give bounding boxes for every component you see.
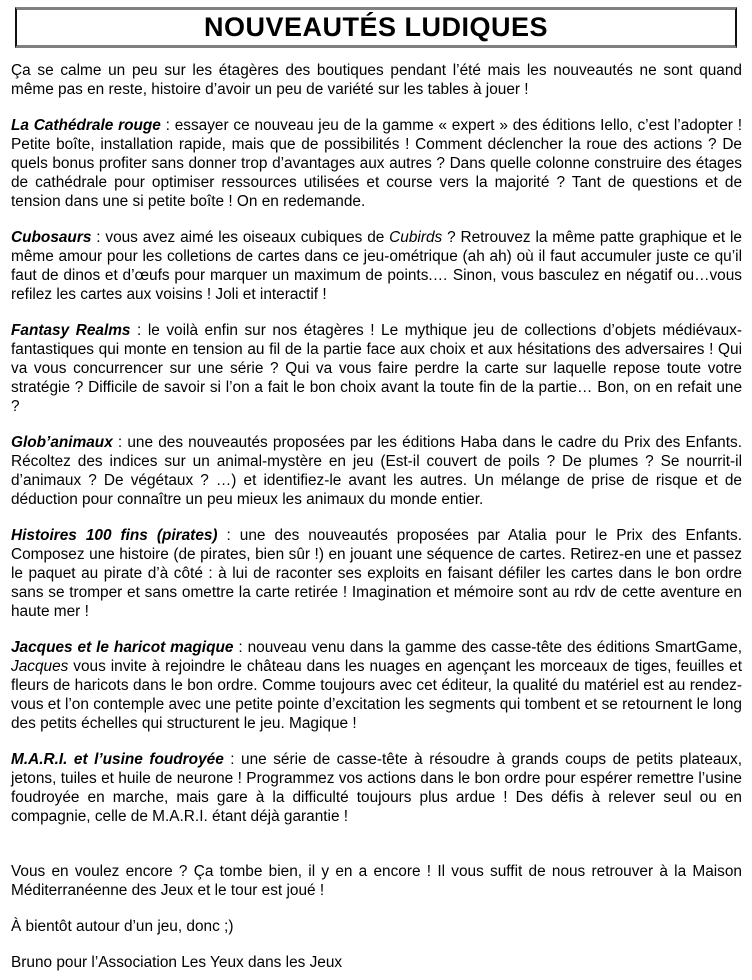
game-text: : vous avez aimé les oiseaux cubiques de xyxy=(91,229,390,246)
game-title: Histoires 100 fins (pirates) xyxy=(11,527,218,544)
game-inline-italic: Cubirds xyxy=(389,229,443,246)
game-title: Jacques et le haricot magique xyxy=(11,639,234,656)
game-paragraph-glob-animaux xyxy=(11,433,742,509)
closing-paragraph xyxy=(11,862,742,900)
game-text: : une des nouveautés proposées par les éditions Haba dans le cadre du Prix des Enfants. Récoltez des indices sur un animal-mystère en jeu (Est-il couvert de poils ? De plumes ? Se nourrit-il d’animaux ? De végétaux ? …) et identifiez-le avant les autres. Un mélange de prise de risque et de déduction pour connaître un peu mieux les animaux du monde entier. xyxy=(11,434,742,508)
game-inline-italic: Jacques xyxy=(11,658,69,675)
game-text: : une des nouveautés proposées par Atalia pour le Prix des Enfants. Composez une histoire (de pirates, bien sûr !) en jouant une séquence de cartes. Retirez-en une et passez le paquet au pirate d’à côté : à lui de raconter ses exploits en faisant défiler les cartes dans le bon ordre sans se tromper et sans omettre la carte retirée ! Imagination et mémoire sont au rdv de cette aventure en haute mer ! xyxy=(11,527,742,620)
signoff-text: À bientôt autour d’un jeu, donc ;) xyxy=(11,918,234,935)
game-text: ? Retrouvez la même patte graphique et le même amour pour les colletions de cartes dans ce jeu-ométrique (ah ah) où il faut accumuler juste ce qu’il faut de dinos et d’œufs pour marquer un maximum de points.… Sinon, vous basculez en négatif ou…vous refilez les cartes aux voisins ! Joli et interactif ! xyxy=(11,229,742,303)
intro-paragraph xyxy=(11,61,742,99)
signature-paragraph xyxy=(11,953,742,972)
game-paragraph-cubosaurs xyxy=(11,228,742,304)
game-title: Glob’animaux xyxy=(11,434,113,451)
game-title: Fantasy Realms xyxy=(11,322,131,339)
game-paragraph-jacques-haricot xyxy=(11,638,742,733)
game-paragraph-mari-usine xyxy=(11,750,742,826)
game-title: Cubosaurs xyxy=(11,229,92,246)
game-paragraph-cathedrale-rouge xyxy=(11,116,742,211)
signoff-paragraph xyxy=(11,917,742,936)
closing-text: Vous en voulez encore ? Ça tombe bien, il y en a encore ! Il vous suffit de nous retrouver à la Maison Méditerranéenne des Jeux et le tour est joué ! xyxy=(11,863,742,899)
game-paragraph-histoires-100-fins xyxy=(11,526,742,621)
game-title: La Cathédrale rouge xyxy=(11,117,161,134)
intro-text: Ça se calme un peu sur les étagères des boutiques pendant l’été mais les nouveautés ne sont quand même pas en reste, histoire d’avoir un peu de variété sur les tables à jouer ! xyxy=(11,62,742,98)
game-text: : nouveau venu dans la gamme des casse-tête des éditions SmartGame, xyxy=(233,639,742,656)
signature-text: Bruno pour l’Association Les Yeux dans les Jeux xyxy=(11,954,343,971)
game-text: : essayer ce nouveau jeu de la gamme « expert » des éditions Iello, c’est l’adopter ! Petite boîte, installation rapide, mais que de possibilités ! Comment déclencher la roue des actions ? De quels bonus profiter sans donner trop d’avantages aux autres ? Dans quelle colonne construire des étages de cathédrale pour optimiser ressources utilisées et course vers la majorité ? Tant de questions et de tension dans une si petite boîte ! On en redemande. xyxy=(11,117,742,210)
title-banner xyxy=(15,7,737,48)
game-text: vous invite à rejoindre le château dans les nuages en agençant les morceaux de tiges, feuilles et fleurs de haricots dans le bon ordre. Comme toujours avec cet éditeur, la qualité du matériel est au rendez-vous et l’on contemple avec une petite pointe d’excitation les segments qui tombent et se retournent le long des petits échelles qui structurent le jeu. Magique ! xyxy=(11,658,742,732)
game-text: : une série de casse-tête à résoudre à grands coups de petits plateaux, jetons, tuiles et huile de neurone ! Programmez vos actions dans le bon ordre pour espérer remettre l’usine foudroyée en marche, mais gare à la difficulté toujours plus ardue ! Des défis à relever seul ou en compagnie, celle de M.A.R.I. étant déjà garantie ! xyxy=(11,751,742,825)
game-paragraph-fantasy-realms xyxy=(11,321,742,416)
game-title: M.A.R.I. et l’usine foudroyée xyxy=(11,751,224,768)
page-title: NOUVEAUTÉS LUDIQUES xyxy=(203,12,549,42)
game-text: : le voilà enfin sur nos étagères ! Le mythique jeu de collections d’objets médiévaux-fantastiques qui monte en tension au fil de la partie face aux choix et aux hésitations des adversaires ! Qui va vous concurrencer sur une série ? Qui va vous faire perdre la carte sur laquelle repose toute votre stratégie ? Difficile de savoir si l’on a fait le bon choix avant la toute fin de la partie… Bon, on en refait une ? xyxy=(11,322,742,415)
